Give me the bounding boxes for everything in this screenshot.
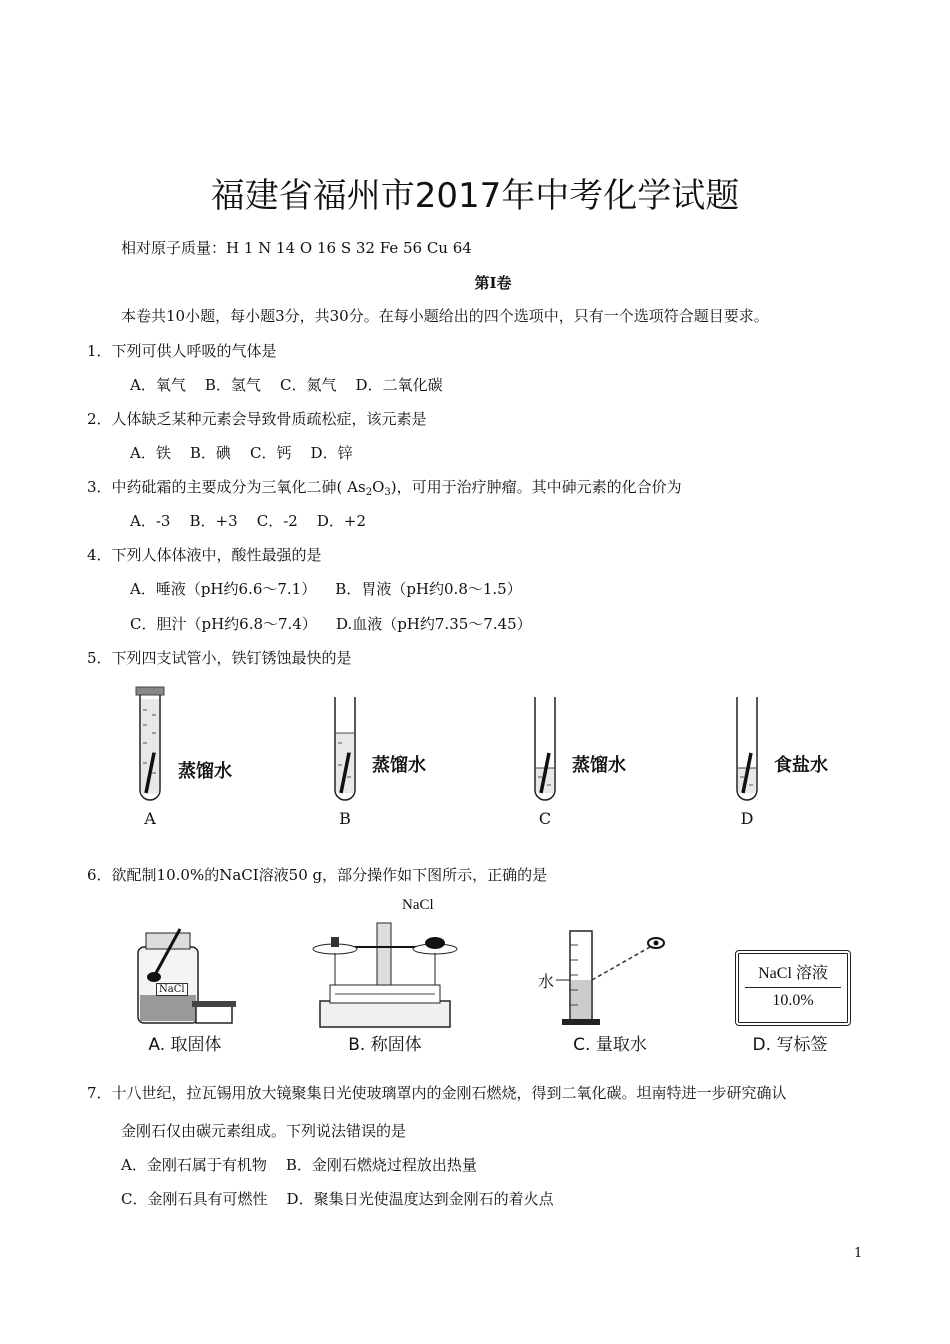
tube-d-letter: D [740,809,754,828]
label-line-1: NaCl 溶液 [758,965,828,982]
jar-label: NaCl [156,983,188,996]
reagent-jar-icon [130,925,240,1025]
test-tube-a-icon [130,685,170,805]
question-1-stem: 1．下列可供人呼吸的气体是 [87,342,277,360]
section-heading: 第I卷 [474,274,512,292]
fig6-caption-d: D. 写标签 [752,1035,828,1055]
question-4-stem: 4．下列人体体液中，酸性最强的是 [87,546,322,564]
tube-c-label: 蒸馏水 [572,755,626,776]
tube-c-letter: C [538,809,552,828]
solution-label-card [735,950,851,1026]
question-7-options-line1: A．金刚石属于有机物 B．金刚石燃烧过程放出热量 [121,1156,477,1174]
test-tube-d-icon [727,693,767,805]
tube-a-label: 蒸馏水 [178,761,232,782]
question-2-options: A．铁 B．碘 C．钙 D．锌 [130,444,353,462]
balance-nacl-label: NaCl [402,897,434,913]
question-3-stem: 3．中药砒霜的主要成分为三氧化二砷( $As_2O_3$)，可用于治疗肿瘤。其中砷元素的化合价为 [87,478,682,498]
question-4-options-line1: A．唾液（pH约6.6～7.1） B．胃液（pH约0.8～1.5） [130,580,522,598]
question-3-options: A．-3 B．+3 C．-2 D．+2 [130,512,367,530]
figure-test-tubes [120,685,860,835]
question-7-options-line2: C．金刚石具有可燃性 D．聚集日光使温度达到金刚石的着火点 [121,1190,554,1208]
question-7-stem: 7．十八世纪，拉瓦锡用放大镜聚集日光使玻璃罩内的金刚石燃烧，得到二氧化碳。坦南特进一步研究确认 [87,1084,787,1102]
question-7-stem-cont: 金刚石仅由碳元素组成。下列说法错误的是 [121,1122,407,1140]
atomic-masses: 相对原子质量：H 1 N 14 O 16 S 32 Fe 56 Cu 64 [121,239,472,257]
tube-b-label: 蒸馏水 [372,755,426,776]
page-number: 1 [854,1246,863,1261]
balance-icon [305,913,465,1031]
graduated-cylinder-icon [550,925,670,1030]
page-title: 福建省福州市2017年中考化学试题 [210,176,740,216]
fig6-caption-c: C. 量取水 [573,1035,647,1055]
question-4-options-line2: C．胆汁（pH约6.8～7.4） D.血液（pH约7.35～7.45） [130,615,532,633]
figure-solution-prep [120,895,870,1060]
test-tube-b-icon [325,693,365,805]
label-line-2: 10.0% [772,992,814,1009]
water-label: 水 [538,972,555,991]
question-1-options: A．氧气 B．氢气 C．氮气 D．二氧化碳 [130,376,443,394]
question-6-stem: 6．欲配制10.0%的NaCI溶液50 g，部分操作如下图所示，正确的是 [87,866,548,884]
tube-a-letter: A [144,809,156,828]
question-5-stem: 5．下列四支试管小，铁钉锈蚀最快的是 [87,649,352,667]
tube-d-label: 食盐水 [774,755,828,776]
question-2-stem: 2．人体缺乏某种元素会导致骨质疏松症，该元素是 [87,410,427,428]
instructions: 本卷共10小题，每小题3分，共30分。在每小题给出的四个选项中，只有一个选项符合题目要求。 [121,307,769,325]
fig6-caption-a: A. 取固体 [148,1035,222,1055]
fig6-caption-b: B. 称固体 [348,1035,422,1055]
tube-b-letter: B [339,809,351,828]
test-tube-c-icon [525,693,565,805]
